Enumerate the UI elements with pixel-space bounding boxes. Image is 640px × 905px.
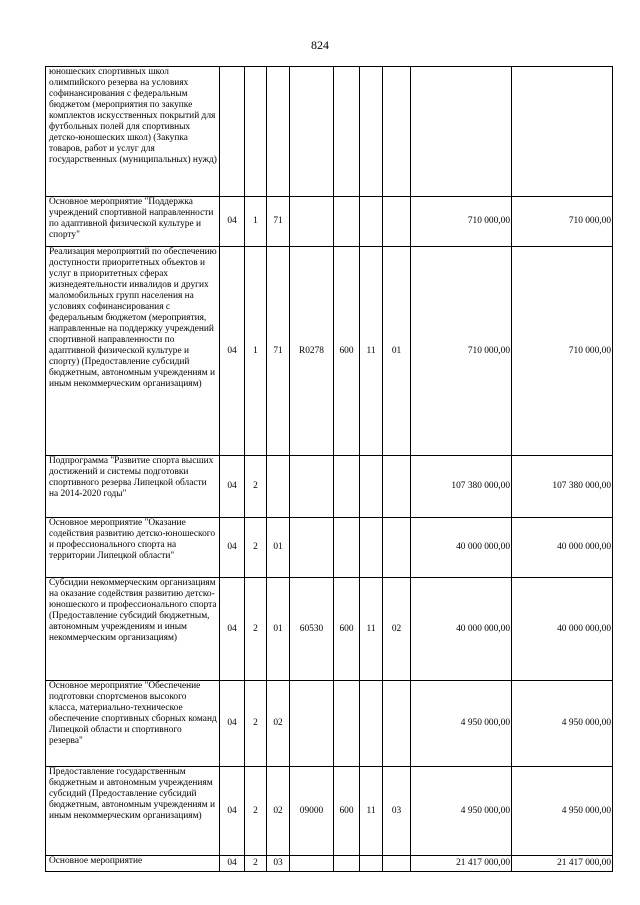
amount-cell-1: 4 950 000,00 [411,767,512,856]
target-code-cell [290,681,334,767]
expense-type-cell: 600 [334,767,360,856]
ministry-code-cell: 04 [220,681,245,767]
amount-cell-2: 710 000,00 [512,197,613,247]
section-cell [360,856,383,872]
target-code-cell [290,67,334,197]
subsection-cell [383,518,411,578]
target-code-cell [290,856,334,872]
amount-cell-2 [512,67,613,197]
amount-cell-1: 4 950 000,00 [411,681,512,767]
table-row [46,197,613,247]
table-row [46,681,613,767]
subsection-cell [383,681,411,767]
activity-code-cell: 03 [267,856,290,872]
page-number: 824 [311,38,329,52]
description-cell: Субсидии некоммерческим организациям на оказание содействия развитию детско-юношеского и профессионального спорта (Предоставление субсидий бюджетным, автономным учреждениям и иным некоммерческим организациям) [46,578,220,681]
section-cell [360,518,383,578]
ministry-code-cell: 04 [220,456,245,518]
amount-cell-1: 40 000 000,00 [411,518,512,578]
activity-code-cell: 02 [267,767,290,856]
subsection-cell: 02 [383,578,411,681]
activity-code-cell: 71 [267,197,290,247]
activity-code-cell: 71 [267,247,290,456]
description-cell: Подпрограмма "Развитие спорта высших достижений и системы подготовки спортивного резерва Липецкой области на 2014-2020 годы" [46,456,220,518]
amount-cell-2: 4 950 000,00 [512,681,613,767]
expense-type-cell [334,856,360,872]
table-row [46,767,613,856]
target-code-cell: R0278 [290,247,334,456]
subprogram-code-cell: 2 [245,681,267,767]
subprogram-code-cell: 2 [245,856,267,872]
target-code-cell [290,197,334,247]
subprogram-code-cell: 1 [245,197,267,247]
amount-cell-2: 40 000 000,00 [512,578,613,681]
amount-cell-1: 40 000 000,00 [411,578,512,681]
table-row [46,67,613,197]
amount-cell-1: 107 380 000,00 [411,456,512,518]
ministry-code-cell: 04 [220,578,245,681]
table-row [46,518,613,578]
budget-table [45,66,613,872]
subprogram-code-cell [245,67,267,197]
description-cell: Основное мероприятие "Обеспечение подготовки спортсменов высокого класса, материально-техническое обеспечение спортивных сборных команд Липецкой области и спортивного резерва" [46,681,220,767]
expense-type-cell [334,456,360,518]
amount-cell-2: 107 380 000,00 [512,456,613,518]
subsection-cell: 01 [383,247,411,456]
subsection-cell: 03 [383,767,411,856]
table-row [46,247,613,456]
amount-cell-2: 21 417 000,00 [512,856,613,872]
target-code-cell [290,456,334,518]
amount-cell-2: 40 000 000,00 [512,518,613,578]
activity-code-cell: 01 [267,518,290,578]
expense-type-cell [334,518,360,578]
expense-type-cell: 600 [334,578,360,681]
description-cell: юношеских спортивных школ олимпийского резерва на условиях софинансирования с федеральным бюджетом (мероприятия по закупке комплектов искусственных покрытий для футбольных полей для спортивных детско-юношеских школ) (Закупка товаров, работ и услуг для государственных (муниципальных) нужд) [46,67,220,197]
expense-type-cell [334,681,360,767]
description-cell: Основное мероприятие "Поддержка учреждений спортивной направленности по адаптивной физической культуре и спорту" [46,197,220,247]
table-row [46,578,613,681]
ministry-code-cell: 04 [220,767,245,856]
table-row [46,456,613,518]
amount-cell-1 [411,67,512,197]
amount-cell-1: 710 000,00 [411,197,512,247]
subsection-cell [383,197,411,247]
section-cell: 11 [360,578,383,681]
activity-code-cell [267,456,290,518]
description-cell: Основное мероприятие [46,856,220,872]
ministry-code-cell [220,67,245,197]
target-code-cell: 09000 [290,767,334,856]
ministry-code-cell: 04 [220,856,245,872]
activity-code-cell [267,67,290,197]
subprogram-code-cell: 2 [245,518,267,578]
table-row [46,856,613,872]
section-cell: 11 [360,247,383,456]
expense-type-cell: 600 [334,247,360,456]
expense-type-cell [334,197,360,247]
section-cell [360,67,383,197]
description-cell: Реализация мероприятий по обеспечению доступности приоритетных объектов и услуг в приоритетных сферах жизнедеятельности инвалидов и других маломобильных групп населения на условиях софинансирования с федеральным бюджетом (мероприятия, направленные на поддержку учреждений спортивной направленности по адаптивной физической культуре и спорту) (Предоставление субсидий бюджетным, автономным учреждениям и иным некоммерческим организациям) [46,247,220,456]
subsection-cell [383,456,411,518]
subprogram-code-cell: 2 [245,578,267,681]
subprogram-code-cell: 2 [245,767,267,856]
subprogram-code-cell: 1 [245,247,267,456]
amount-cell-2: 710 000,00 [512,247,613,456]
subprogram-code-cell: 2 [245,456,267,518]
ministry-code-cell: 04 [220,247,245,456]
section-cell [360,681,383,767]
target-code-cell: 60530 [290,578,334,681]
amount-cell-1: 710 000,00 [411,247,512,456]
description-cell: Предоставление государственным бюджетным и автономным учреждениям субсидий (Предоставление субсидий бюджетным, автономным учреждениям и иным некоммерческим организациям) [46,767,220,856]
amount-cell-2: 4 950 000,00 [512,767,613,856]
section-cell [360,197,383,247]
description-cell: Основное мероприятие "Оказание содействия развитию детско-юношеского и профессионального спорта на территории Липецкой области" [46,518,220,578]
activity-code-cell: 02 [267,681,290,767]
amount-cell-1: 21 417 000,00 [411,856,512,872]
subsection-cell [383,67,411,197]
section-cell: 11 [360,767,383,856]
target-code-cell [290,518,334,578]
section-cell [360,456,383,518]
ministry-code-cell: 04 [220,197,245,247]
expense-type-cell [334,67,360,197]
activity-code-cell: 01 [267,578,290,681]
subsection-cell [383,856,411,872]
ministry-code-cell: 04 [220,518,245,578]
